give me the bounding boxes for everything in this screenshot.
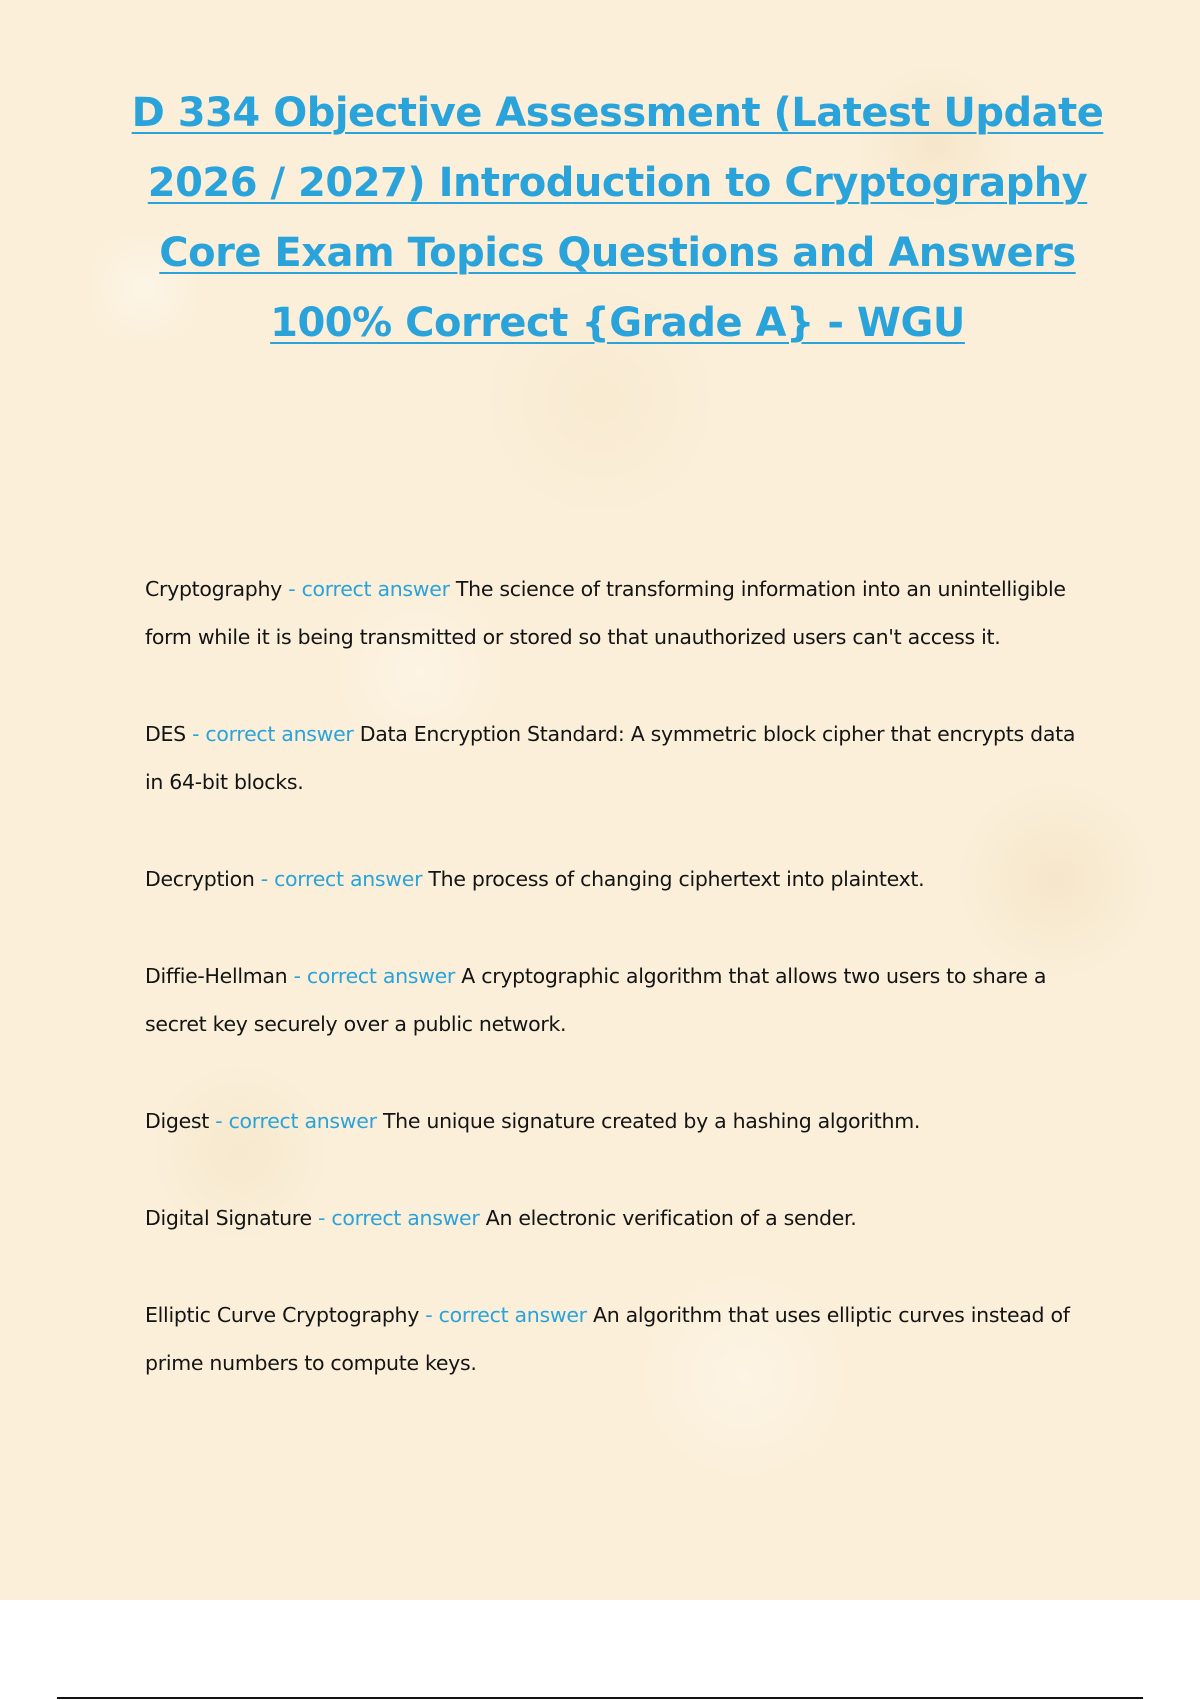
qa-term: Digest bbox=[145, 1109, 210, 1133]
qa-answer-label: correct answer bbox=[274, 867, 423, 891]
qa-entry bbox=[145, 1194, 1080, 1242]
qa-term: Diffie-Hellman bbox=[145, 964, 288, 988]
qa-entry bbox=[145, 565, 1080, 661]
qa-separator: - bbox=[425, 1303, 433, 1327]
qa-definition: Data Encryption Standard: A symmetric block cipher that encrypts data in 64-bit blocks. bbox=[145, 722, 1076, 794]
qa-definition: The science of transforming information into an unintelligible form while it is being transmitted or stored so that unauthorized users can't access it. bbox=[145, 577, 1066, 649]
qa-entry bbox=[145, 1097, 1080, 1145]
qa-answer-label: correct answer bbox=[228, 1109, 377, 1133]
qa-entry bbox=[145, 952, 1080, 1048]
qa-separator: - bbox=[293, 964, 301, 988]
qa-definition: The process of changing ciphertext into plaintext. bbox=[428, 867, 925, 891]
qa-definition: An electronic verification of a sender. bbox=[485, 1206, 857, 1230]
qa-separator: - bbox=[192, 722, 200, 746]
qa-answer-label: correct answer bbox=[331, 1206, 480, 1230]
qa-answer-label: correct answer bbox=[438, 1303, 587, 1327]
qa-entry bbox=[145, 855, 1080, 903]
qa-separator: - bbox=[260, 867, 268, 891]
footer-divider bbox=[57, 1697, 1143, 1699]
qa-definition: An algorithm that uses elliptic curves instead of prime numbers to compute keys. bbox=[145, 1303, 1070, 1375]
qa-term: Cryptography bbox=[145, 577, 283, 601]
qa-answer-label: correct answer bbox=[205, 722, 354, 746]
qa-separator: - bbox=[288, 577, 296, 601]
qa-entry bbox=[145, 1291, 1080, 1387]
document-title[interactable]: D 334 Objective Assessment (Latest Update 2026 / 2027) Introduction to Cryptography Core Exam Topics Questions and Answers 100% Correct {Grade A} - WGU bbox=[131, 90, 1104, 346]
qa-entry bbox=[145, 710, 1080, 806]
qa-separator: - bbox=[215, 1109, 223, 1133]
qa-answer-label: correct answer bbox=[301, 577, 450, 601]
qa-answer-label: correct answer bbox=[306, 964, 456, 988]
qa-definition: The unique signature created by a hashing algorithm. bbox=[382, 1109, 921, 1133]
qa-term: Digital Signature bbox=[145, 1206, 312, 1230]
qa-definition: A cryptographic algorithm that allows two users to share a secret key securely over a public network. bbox=[145, 964, 1047, 1036]
qa-separator: - bbox=[318, 1206, 326, 1230]
qa-list bbox=[145, 565, 1080, 1436]
qa-term: Decryption bbox=[145, 867, 255, 891]
qa-term: DES bbox=[145, 722, 186, 746]
qa-term: Elliptic Curve Cryptography bbox=[145, 1303, 420, 1327]
